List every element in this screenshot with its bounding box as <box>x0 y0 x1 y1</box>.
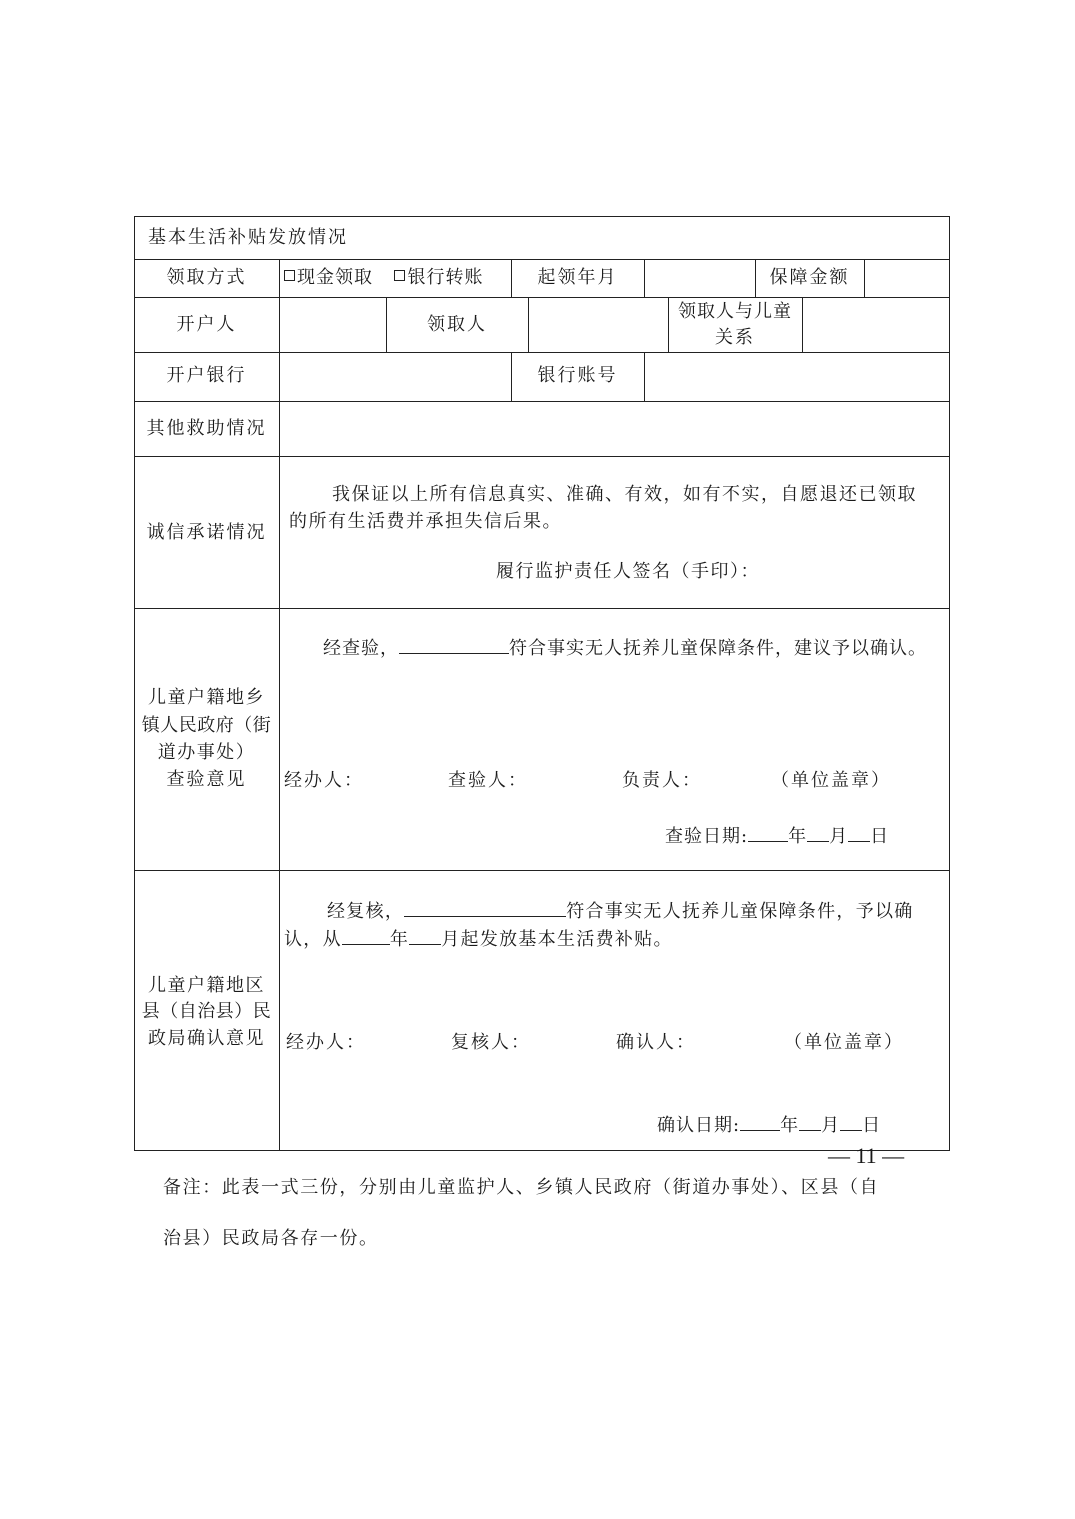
child-name-blank[interactable] <box>404 898 566 917</box>
county-start-statement: 认，从 年 月起发放基本生活费补贴。 <box>284 926 673 952</box>
county-handler-label: 经办人： <box>286 1032 366 1053</box>
amount-label: 保障金额 <box>769 267 850 288</box>
guardian-signature-field[interactable] <box>774 556 944 586</box>
row-divider <box>134 352 950 353</box>
row-divider <box>134 401 950 402</box>
township-label-line1: 儿童户籍地乡 <box>148 687 265 708</box>
cash-option[interactable]: 现金领取 <box>284 267 373 288</box>
year-blank[interactable] <box>342 926 390 945</box>
county-review-statement: 经复核， 符合事实无人抚养儿童保障条件，予以确 <box>327 898 914 924</box>
receiver-field[interactable] <box>530 299 666 350</box>
relation-field[interactable] <box>804 299 948 350</box>
child-name-blank[interactable] <box>399 635 509 654</box>
township-handler-label: 经办人： <box>284 770 364 791</box>
checkbox-icon[interactable] <box>284 270 295 281</box>
column-divider <box>644 352 645 401</box>
amount-field[interactable] <box>866 261 948 295</box>
other-assistance-field[interactable] <box>281 403 948 454</box>
column-divider <box>864 259 865 297</box>
row-divider <box>134 456 950 457</box>
county-confirmer-label: 确认人： <box>616 1032 696 1053</box>
township-label-line3: 道办事处） <box>157 742 256 763</box>
township-principal-label: 负责人： <box>622 770 702 791</box>
start-month-field[interactable] <box>646 261 753 295</box>
bank-transfer-option[interactable]: 银行转账 <box>394 267 483 288</box>
township-label-line4: 查验意见 <box>166 769 247 790</box>
row-divider <box>134 870 950 871</box>
page-number: — 11 — <box>828 1143 905 1168</box>
day-blank[interactable] <box>848 823 870 842</box>
receiver-label: 领取人 <box>427 314 487 335</box>
township-check-date: 查验日期: 年 月 日 <box>665 823 889 849</box>
township-inspector-label: 查验人： <box>448 770 528 791</box>
county-seal-label: （单位盖章） <box>784 1032 904 1053</box>
pledge-text-line2: 的所有生活费并承担失信后果。 <box>289 511 562 532</box>
county-label-line3: 政局确认意见 <box>148 1028 265 1049</box>
row-divider <box>134 608 950 609</box>
footnote-line2: 治县）民政局各存一份。 <box>163 1228 379 1249</box>
county-reviewer-label: 复核人： <box>451 1032 531 1053</box>
bank-label: 开户银行 <box>166 365 247 386</box>
county-label-line2: 县（自治县）民 <box>141 1001 272 1022</box>
checkbox-icon[interactable] <box>394 270 405 281</box>
account-holder-field[interactable] <box>281 299 384 350</box>
year-blank[interactable] <box>740 1112 780 1131</box>
account-holder-label: 开户人 <box>176 314 237 335</box>
method-label: 领取方式 <box>166 267 247 288</box>
start-month-label: 起领年月 <box>537 267 618 288</box>
township-label-line2: 镇人民政府（街 <box>141 715 272 736</box>
row-divider <box>134 259 950 260</box>
county-label-line1: 儿童户籍地区 <box>148 975 265 996</box>
integrity-label: 诚信承诺情况 <box>146 522 267 543</box>
bank-field[interactable] <box>281 354 509 399</box>
month-blank[interactable] <box>409 926 441 945</box>
month-blank[interactable] <box>807 823 829 842</box>
column-divider <box>279 259 280 1151</box>
year-blank[interactable] <box>748 823 788 842</box>
relation-label-line1: 领取人与儿童 <box>678 301 792 322</box>
account-number-label: 银行账号 <box>537 365 618 386</box>
subsidy-form-table <box>134 216 950 1151</box>
county-confirm-date: 确认日期: 年 月 日 <box>657 1112 881 1138</box>
column-divider <box>802 297 803 352</box>
account-number-field[interactable] <box>646 354 948 399</box>
relation-label-line2: 关系 <box>715 327 755 348</box>
payment-method-options <box>284 266 483 290</box>
section-title: 基本生活补贴发放情况 <box>148 227 348 248</box>
guardian-signature-label: 履行监护责任人签名（手印）： <box>496 561 760 582</box>
column-divider <box>528 297 529 352</box>
pledge-text-line1: 我保证以上所有信息真实、准确、有效，如有不实，自愿退还已领取 <box>332 484 917 505</box>
township-check-statement: 经查验， 符合事实无人抚养儿童保障条件，建议予以确认。 <box>323 635 927 661</box>
township-seal-label: （单位盖章） <box>771 770 891 791</box>
other-assistance-label: 其他救助情况 <box>146 418 267 439</box>
column-divider <box>644 259 645 297</box>
row-divider <box>134 297 950 298</box>
footnote-line1: 备注：此表一式三份，分别由儿童监护人、乡镇人民政府（街道办事处）、区县（自 <box>163 1177 880 1198</box>
day-blank[interactable] <box>840 1112 862 1131</box>
month-blank[interactable] <box>799 1112 821 1131</box>
